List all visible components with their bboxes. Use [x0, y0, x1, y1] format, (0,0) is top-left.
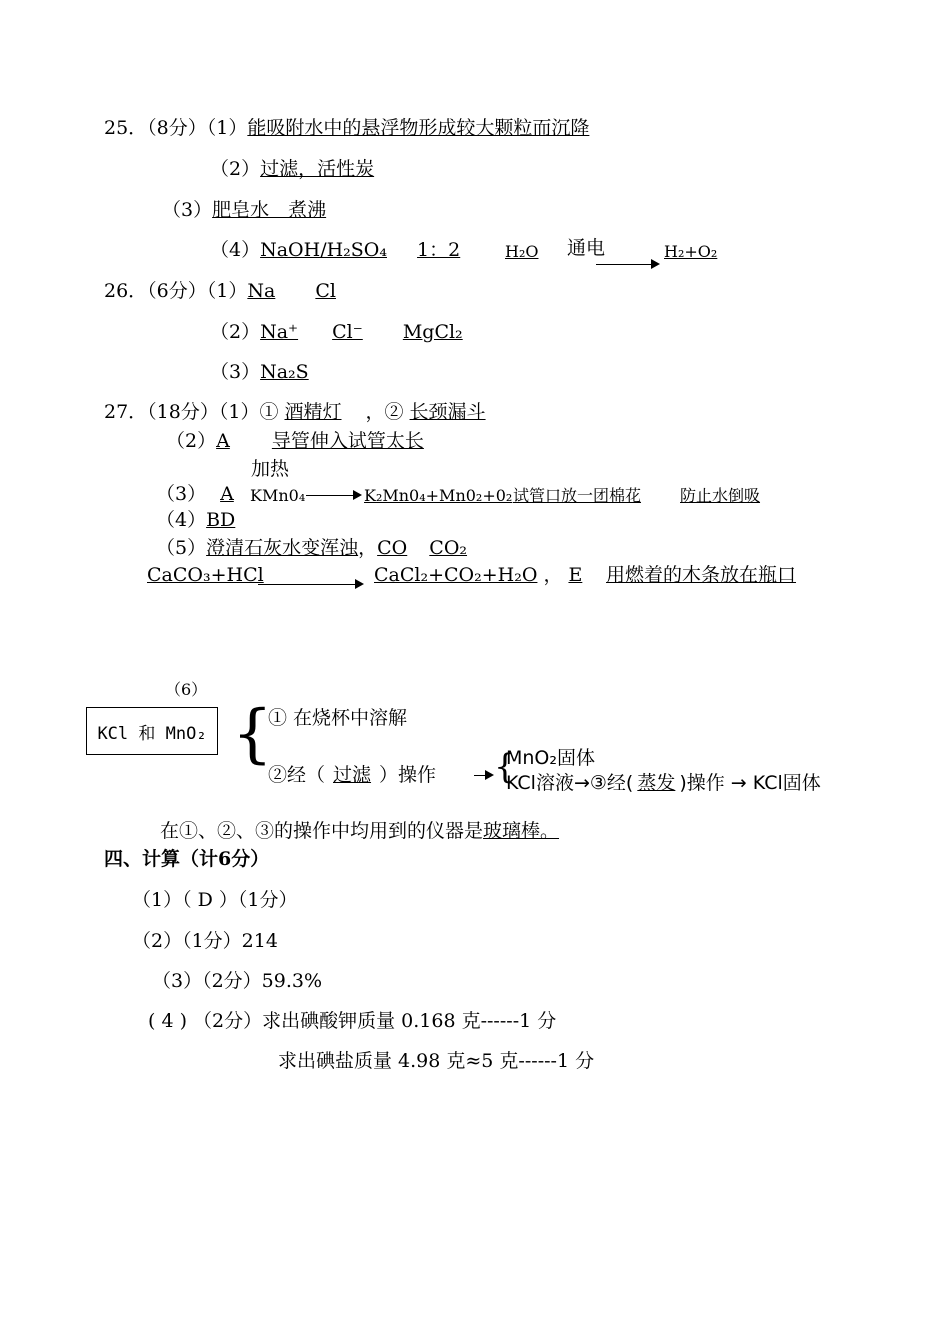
q26-answer1b: Cl: [315, 280, 336, 302]
q27-answer2b: 导管伸入试管太长: [271, 430, 424, 452]
q26-line3: [210, 360, 309, 384]
q27-label3: （3）: [156, 483, 207, 505]
product-mno2: MnO₂固体: [506, 747, 596, 769]
q26-line2: [210, 320, 463, 344]
brace-icon: {: [232, 697, 273, 771]
q27-answer5b: CO: [377, 537, 408, 559]
q27-line5: [156, 536, 467, 560]
q27-eq5-arrow: [258, 584, 362, 585]
calc4: ( 4 ) （2分）求出碘酸钾质量 0.168 克------1 分: [148, 1010, 557, 1032]
q26-label3: （3）: [210, 361, 261, 383]
q25-eq-arrow: [596, 264, 658, 265]
q27-eq3-right: K₂Mn0₄+Mn0₂+0₂: [364, 486, 513, 505]
q26-head: 26．（6分）（1）: [104, 280, 248, 302]
q27-line5b: [374, 563, 582, 587]
q27-answer3b: 试管口放一团棉花: [513, 486, 642, 505]
step2-arrow: [474, 775, 492, 776]
q25-answer2: 过滤，活性炭: [260, 158, 375, 180]
q27-eq5-right: CaCl₂+CO₂+H₂O: [374, 564, 538, 586]
q25-answer1: 能吸附水中的悬浮物形成较大颗粒而沉降: [247, 117, 590, 139]
summary-prefix: 在①、②、③的操作中均用到的仪器是: [160, 820, 484, 842]
product-kcl-prefix: KCl溶液→③经(: [506, 772, 634, 794]
q27-head: 27．（18分）（1）①: [104, 401, 285, 423]
q27-label5: （5）: [156, 537, 207, 559]
q27-line2: [166, 429, 424, 453]
q27-answer1b: 长颈漏斗: [409, 401, 486, 423]
q27-answer4: BD: [206, 509, 236, 531]
q27-eq5-left: CaCO₃+HCl: [147, 564, 264, 586]
q26-answer3: Na₂S: [260, 361, 309, 383]
q26-line1: [104, 279, 336, 303]
step2-prefix: ②经（: [268, 764, 326, 786]
q26-label2: （2）: [210, 321, 261, 343]
q27-eq3-left: KMn0₄: [250, 486, 306, 505]
q25-answer3: 肥皂水 煮沸: [212, 199, 327, 221]
q27-answer2a: A: [216, 430, 230, 452]
q25-eq-left: H₂O: [505, 242, 539, 261]
q25-answer4a: NaOH/H₂SO₄: [260, 239, 387, 261]
q27-label4: （4）: [156, 509, 207, 531]
q27-answer5a: 澄清石灰水变浑浊: [206, 537, 359, 559]
q27-answer5c: CO₂: [429, 537, 468, 559]
step2: [268, 763, 436, 787]
q25-label2: （2）: [210, 158, 261, 180]
q27-line1: [104, 400, 486, 424]
q27-heat-condition: 加热: [251, 458, 290, 480]
q27-answer3c: 防止水倒吸: [680, 486, 761, 505]
q27-label6: （6）: [165, 680, 208, 699]
mixture-label: KCl 和 MnO₂: [97, 723, 207, 744]
calc1: （1）（ D ）（1分）: [132, 889, 298, 911]
q26-answer1a: Na: [247, 280, 276, 302]
q25-line3: [162, 198, 326, 222]
product-kcl-line: [506, 771, 821, 795]
q27-eq3-arrow: [306, 495, 360, 496]
step2-suffix: ）操作: [379, 764, 437, 786]
q27-answer5d: E: [568, 564, 583, 586]
calc3: （3）（2分）59.3%: [152, 970, 323, 992]
q27-comma: ，: [358, 537, 378, 559]
q27-answer1a: 酒精灯: [284, 401, 342, 423]
step1: ① 在烧杯中溶解: [268, 707, 408, 729]
q27-sep: ，: [543, 564, 563, 586]
q27-line4: [156, 508, 235, 532]
summary-answer: 玻璃棒。: [483, 820, 560, 842]
q26-answer2c: MgCl₂: [402, 321, 463, 343]
summary-line: [160, 819, 559, 843]
calc5: 求出碘盐质量 4.98 克≈5 克------1 分: [278, 1050, 595, 1072]
mixture-box: [86, 707, 218, 755]
product-kcl-suffix: )操作 → KCl固体: [679, 772, 821, 794]
small-brace-icon: {: [494, 747, 516, 787]
section4-title: 四、计算（计6分）: [104, 848, 270, 870]
step3-answer: 蒸发: [637, 772, 676, 794]
q27-answer5e: 用燃着的木条放在瓶口: [606, 564, 797, 586]
q25-line2: [210, 157, 374, 181]
q25-head: 25．（8分）（1）: [104, 117, 248, 139]
q25-eq-right: H₂+O₂: [664, 242, 718, 261]
q25-eq-condition: 通电: [567, 237, 606, 259]
q26-answer2a: Na⁺: [260, 321, 299, 343]
q26-answer2b: Cl⁻: [332, 321, 363, 343]
step2-answer: 过滤: [333, 764, 372, 786]
q27-answer3a: A: [220, 483, 234, 505]
q25-line4: [210, 238, 460, 262]
q25-label3: （3）: [162, 199, 213, 221]
calc2: （2）（1分）214: [132, 930, 278, 952]
q25-label4: （4）: [210, 239, 261, 261]
q25-answer4b: 1：2: [417, 239, 461, 261]
q27-line3: [156, 482, 234, 506]
q27-label2: （2）: [166, 430, 217, 452]
q25-line1: [104, 116, 589, 140]
q27-separator: ，②: [365, 401, 410, 423]
